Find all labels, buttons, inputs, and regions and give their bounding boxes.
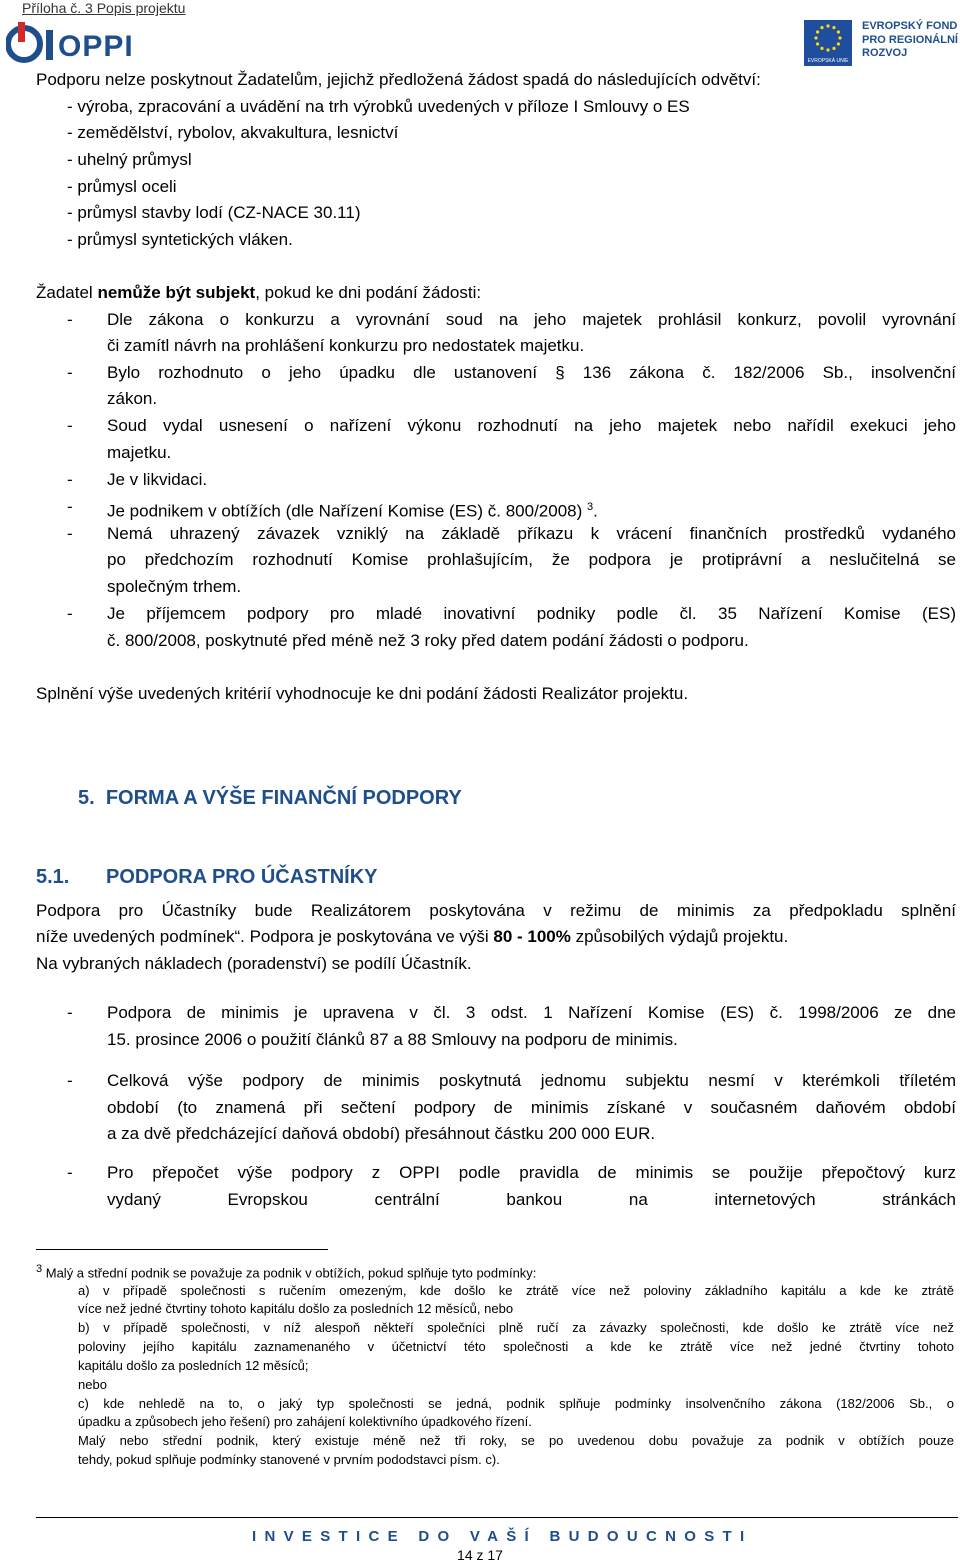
subject-intro-bold: nemůže být subjekt [97, 283, 256, 302]
subject-item-line: či zamítl návrh na prohlášení konkurzu pro nedostatek majetku. [107, 336, 585, 355]
attachment-label: Příloha č. 3 Popis projektu [22, 0, 186, 16]
eu-flag-icon [804, 20, 852, 56]
footnote-lead-text: Malý a střední podnik se považuje za podnik v obtížích, pokud splňuje tyto podmínky: [45, 1265, 537, 1281]
page-number: 14 z 17 [457, 1547, 503, 1563]
list-dash: - [67, 1003, 73, 1022]
footnote-line: b) v případě společnosti, v níž alespoň někteří společníci plně ručí za závazky společnosti, kde došlo ke ztrátě více než [78, 1320, 954, 1335]
subject-item-line: Soud vydal usnesení o nařízení výkonu rozhodnutí na jeho majetek nebo nařídil exekuci jeho [107, 416, 956, 435]
subject-item-line: Dle zákona o konkurzu a vyrovnání soud na jeho majetek prohlásil konkurz, povolil vyrovnání [107, 310, 956, 329]
sector-item: - uhelný průmysl [67, 150, 192, 169]
support-bullet-line: Pro přepočet výše podpory z OPPI podle pravidla de minimis se použije přepočtový kurz [107, 1163, 956, 1182]
support-bullet-line: Celková výše podpory de minimis poskytnutá jednomu subjektu nesmí v kterémkoli tříletém [107, 1071, 956, 1090]
footer-separator [36, 1517, 958, 1518]
footnote-line: c) kde nehledě na to, o jaký typ společnosti se jedná, podnik splňuje podmínky insolvenčního zákona (182/2006 Sb., o [78, 1396, 954, 1411]
footnote-line: Malý nebo střední podnik, který existuje méně než tři roky, se po uvedenou dobu považuje za podnik v obtížích pouze [78, 1433, 954, 1448]
support-para-post: způsobilých výdajů projektu. [570, 927, 789, 946]
support-para-line: Na vybraných nákladech (poradenství) se podílí Účastník. [36, 954, 472, 973]
footnote-line: a) v případě společnosti s ručením omezeným, kde došlo ke ztrátě více než poloviny základního kapitálu a kde ke ztrátě [78, 1283, 954, 1298]
footnote-ref: 3 [587, 501, 594, 513]
support-para-pre: níže uvedených podmínek“. Podpora je poskytována ve výši [36, 927, 494, 946]
erdf-text [862, 20, 958, 61]
footnote-line: více než jedné čtvrtiny tohoto kapitálu došlo za posledních 12 měsíců, nebo [78, 1301, 514, 1316]
list-dash: - [67, 524, 73, 543]
footnote-lead [36, 1260, 536, 1282]
evaluation-text: Splnění výše uvedených kritérií vyhodnocuje ke dni podání žádosti Realizátor projektu. [36, 684, 689, 703]
list-dash: - [67, 1071, 73, 1090]
section-title: PODPORA PRO ÚČASTNÍKY [106, 866, 378, 888]
eu-erdf-logo [804, 20, 958, 66]
support-bullet-line: 15. prosince 2006 o použití článků 87 a 88 Smlouvy na podporu de minimis. [107, 1030, 678, 1049]
support-rate: 80 - 100% [493, 927, 571, 946]
subject-item-line: Je příjemcem podpory pro mladé inovativní podniky podle čl. 35 Nařízení Komise (ES) [107, 604, 956, 623]
list-dash: - [67, 497, 73, 516]
footer-slogan: INVESTICE DO VAŠÍ BUDOUCNOSTI [252, 1528, 753, 1545]
sector-item: - průmysl oceli [67, 177, 177, 196]
section-number: 5.1. [36, 866, 70, 888]
footnote-line: nebo [78, 1377, 107, 1392]
eu-flag-caption: EVROPSKÁ UNIE [804, 56, 852, 66]
footnote-mark: 3 [36, 1263, 43, 1275]
erdf-line: PRO REGIONÁLNÍ [862, 33, 958, 46]
subject-intro-pre: Žadatel [36, 283, 98, 302]
sector-item: - průmysl syntetických vláken. [67, 230, 293, 249]
sector-item: - zemědělství, rybolov, akvakultura, lesnictví [67, 123, 399, 142]
footnote-line: úpadku a způsobech jeho řešení) pro zahájení kolektivního úpadkového řízení. [78, 1414, 532, 1429]
subject-item-line: Nemá uhrazený závazek vzniklý na základě příkazu k vrácení finančních prostředků vydaného [107, 524, 956, 543]
section-5-1-heading [36, 866, 378, 889]
support-bullet-line: období (to znamená při sečtení podpory de minimis získané v současném daňovém období [107, 1098, 956, 1117]
oppi-mark-icon [6, 22, 54, 66]
subject-item-line: zákon. [107, 389, 158, 408]
support-para-line [36, 924, 956, 951]
subject-item-line: po předchozím rozhodnutí Komise prohlašujícím, že podpora je protiprávní a neslučitelná se [107, 550, 956, 569]
section-5-heading [78, 787, 462, 810]
subject-intro-post: , pokud ke dni podání žádosti: [255, 283, 482, 302]
sector-item: - výroba, zpracování a uvádění na trh výrobků uvedených v příloze I Smlouvy o ES [67, 97, 690, 116]
sector-item: - průmysl stavby lodí (CZ-NACE 30.11) [67, 203, 361, 222]
section-title: FORMA A VÝŠE FINANČNÍ PODPORY [105, 787, 462, 809]
subject-item-line: majetku. [107, 443, 172, 462]
subject-item-line: č. 800/2008, poskytnuté před méně než 3 roky před datem podání žádosti o podporu. [107, 631, 749, 650]
list-dash: - [67, 470, 73, 489]
list-dash: - [67, 363, 73, 382]
support-bullet-line: vydaný Evropskou centrální bankou na internetových stránkách [107, 1190, 956, 1209]
subject-item-line: Je v likvidaci. [107, 470, 208, 489]
subject-item-text: Je podnikem v obtížích (dle Nařízení Komise (ES) č. 800/2008) [107, 501, 583, 521]
footnote-line: tehdy, pokud splňuje podmínky stanovené v prvním pododstavci písm. c). [78, 1452, 500, 1467]
support-bullet-line: a za dvě předcházející daňová období) přesáhnout částku 200 000 EUR. [107, 1124, 656, 1143]
subject-item-tail: . [593, 501, 598, 521]
section-number: 5. [78, 787, 95, 809]
list-dash: - [67, 1163, 73, 1182]
list-dash: - [67, 604, 73, 623]
support-bullet-line: Podpora de minimis je upravena v čl. 3 odst. 1 Nařízení Komise (ES) č. 1998/2006 ze dne [107, 1003, 956, 1022]
support-para-line: Podpora pro Účastníky bude Realizátorem poskytována v režimu de minimis za předpokladu splnění [36, 901, 956, 920]
subject-intro [36, 280, 481, 307]
subject-item-line: Bylo rozhodnuto o jeho úpadku dle ustanovení § 136 zákona č. 182/2006 Sb., insolvenční [107, 363, 956, 382]
erdf-line: EVROPSKÝ FOND [862, 20, 958, 32]
footnote-line: kapitálu došlo za posledních 12 měsíců; [78, 1358, 309, 1373]
list-dash: - [67, 416, 73, 435]
footnote-separator [36, 1249, 328, 1250]
erdf-line: ROZVOJ [862, 47, 908, 59]
subject-item-line: společným trhem. [107, 577, 242, 596]
sectors-intro: Podporu nelze poskytnout Žadatelům, jejichž předložená žádost spadá do následujících odvětví: [36, 70, 761, 89]
oppi-wordmark: OPPI [58, 30, 134, 63]
footnote-line: poloviny jejího kapitálu zaznamenaného v účetnictví této společnosti a kde ke ztrátě více než jedné čtvrtiny tohoto [78, 1339, 954, 1354]
list-dash: - [67, 310, 73, 329]
